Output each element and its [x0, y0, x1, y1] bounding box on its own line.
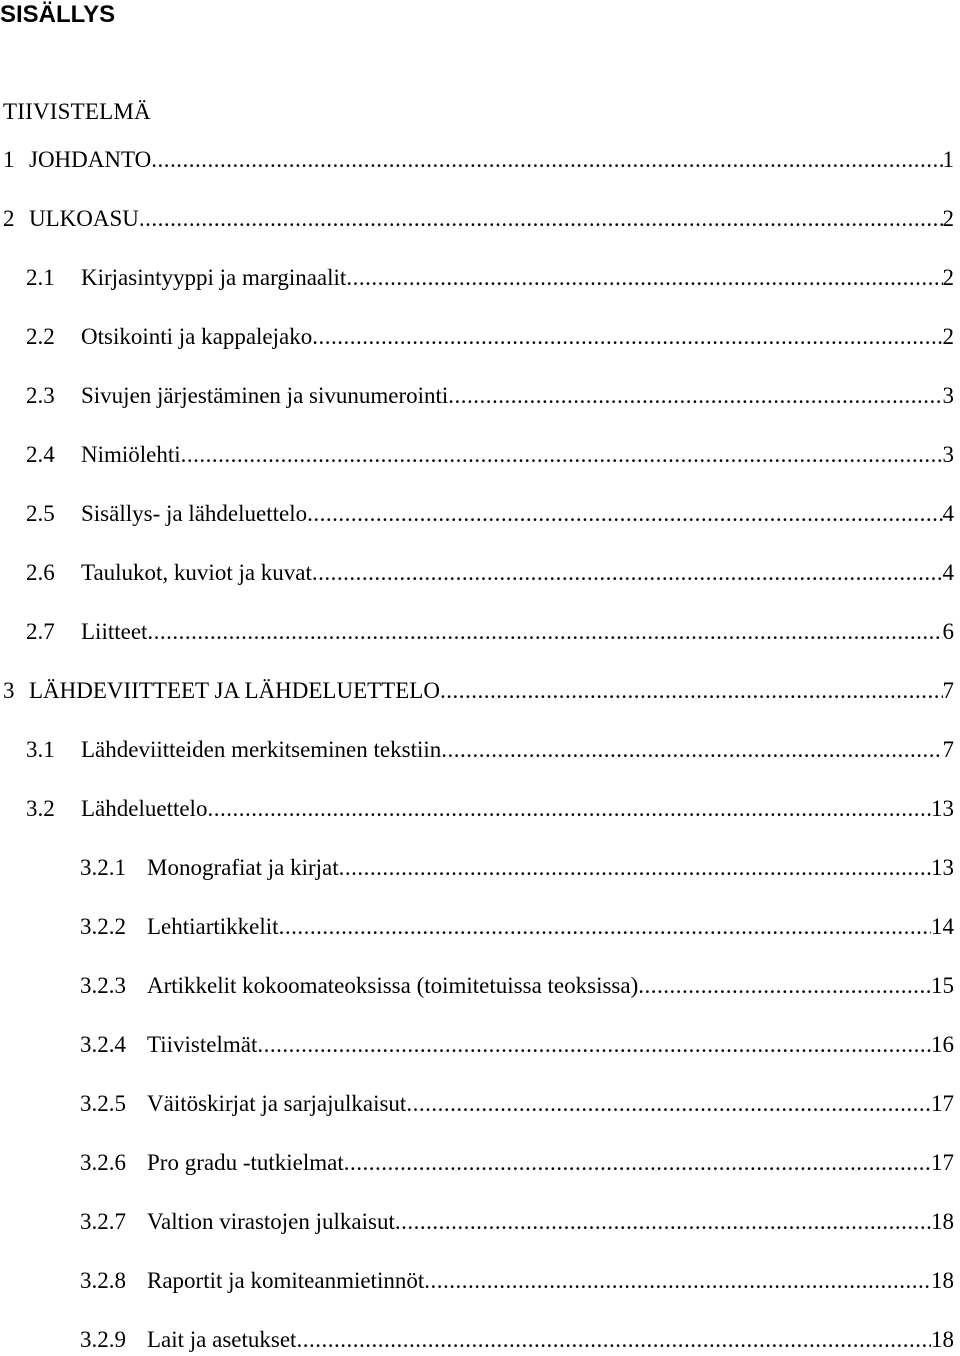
toc-entry[interactable]	[3, 144, 954, 176]
toc-entry-title: Väitöskirjat ja sarjajulkaisut	[147, 1091, 407, 1116]
toc-dot-leader	[257, 1029, 931, 1061]
toc-dot-leader	[312, 557, 943, 589]
toc-dot-leader	[395, 1206, 931, 1238]
toc-dot-leader	[638, 970, 931, 1002]
toc-entry[interactable]	[26, 793, 954, 825]
toc-entry-page-number: 16	[931, 1032, 954, 1057]
toc-entry-page-number: 15	[931, 973, 954, 998]
toc-entry-page-number: 4	[942, 501, 954, 526]
toc-entry-number: 2.7	[26, 619, 55, 644]
toc-dot-leader	[147, 616, 942, 648]
toc-entry-number: 3	[3, 678, 15, 703]
toc-entry[interactable]	[80, 1088, 954, 1120]
toc-entry-title: Valtion virastojen julkaisut	[147, 1209, 395, 1234]
toc-entry-number: 3.2.5	[80, 1091, 126, 1116]
toc-entry[interactable]	[80, 852, 954, 884]
toc-entry[interactable]	[26, 734, 954, 766]
toc-entry-title: ULKOASU	[29, 206, 139, 231]
toc-entry-page-number: 13	[931, 855, 954, 880]
toc-entry-number: 2.5	[26, 501, 55, 526]
toc-entry[interactable]	[3, 675, 954, 707]
toc-entry[interactable]	[26, 380, 954, 412]
toc-entry-title: Kirjasintyyppi ja marginaalit	[81, 265, 347, 290]
toc-entry-title: Lähdeviitteiden merkitseminen tekstiin	[81, 737, 442, 762]
toc-dot-leader	[279, 911, 931, 943]
toc-entry-page-number: 14	[931, 914, 954, 939]
toc-entry-page-number: 18	[931, 1327, 954, 1352]
toc-entry-page-number: 2	[942, 206, 954, 231]
toc-entry[interactable]	[26, 498, 954, 530]
toc-entry-page-number: 18	[931, 1268, 954, 1293]
toc-entry[interactable]	[26, 262, 954, 294]
toc-entry[interactable]	[80, 1206, 954, 1238]
toc-entry-page-number: 18	[931, 1209, 954, 1234]
toc-dot-leader	[440, 675, 943, 707]
toc-entry[interactable]	[80, 911, 954, 943]
toc-entry-number: 2.6	[26, 560, 55, 585]
toc-entry-title: Raportit ja komiteanmietinnöt	[147, 1268, 425, 1293]
toc-entry-number: 3.2.6	[80, 1150, 126, 1175]
toc-dot-leader	[139, 203, 943, 235]
toc-entry-number: 2.4	[26, 442, 55, 467]
toc-entry-number: 2.1	[26, 265, 55, 290]
toc-dot-leader	[339, 852, 931, 884]
toc-entry-number: 1	[3, 147, 15, 172]
toc-entry[interactable]	[3, 203, 954, 235]
toc-entry-title: Sivujen järjestäminen ja sivunumerointi	[81, 383, 449, 408]
abstract-entry[interactable]: TIIVISTELMÄ	[3, 99, 151, 124]
toc-entry-title: Lait ja asetukset	[147, 1327, 297, 1352]
toc-entry-page-number: 13	[931, 796, 954, 821]
toc-dot-leader	[181, 439, 943, 471]
toc-dot-leader	[207, 793, 931, 825]
toc-entry-number: 3.2.2	[80, 914, 126, 939]
toc-dot-leader	[441, 734, 942, 766]
toc-entry[interactable]	[80, 1147, 954, 1179]
toc-entry-number: 3.2.9	[80, 1327, 126, 1352]
toc-entry[interactable]	[26, 439, 954, 471]
toc-entry-page-number: 2	[942, 265, 954, 290]
toc-entry-title: Taulukot, kuviot ja kuvat	[81, 560, 312, 585]
toc-entry-number: 2	[3, 206, 15, 231]
toc-entry-title: Lehtiartikkelit	[147, 914, 279, 939]
toc-entry[interactable]	[26, 557, 954, 589]
toc-entry-title: Sisällys- ja lähdeluettelo	[81, 501, 308, 526]
toc-entry[interactable]	[26, 616, 954, 648]
toc-entry-title: Nimiölehti	[81, 442, 181, 467]
toc-entry[interactable]	[80, 970, 954, 1002]
toc-entry-title: Liitteet	[81, 619, 148, 644]
toc-entry-page-number: 3	[942, 383, 954, 408]
toc-entry-page-number: 17	[931, 1150, 954, 1175]
toc-entry[interactable]	[80, 1029, 954, 1061]
toc-entry-page-number: 6	[942, 619, 954, 644]
toc-entry-page-number: 7	[942, 737, 954, 762]
toc-entry-title: Monografiat ja kirjat	[147, 855, 339, 880]
toc-entry-page-number: 3	[942, 442, 954, 467]
toc-entry-number: 3.2.4	[80, 1032, 126, 1057]
toc-entry-page-number: 2	[942, 324, 954, 349]
toc-dot-leader	[151, 144, 942, 176]
toc-dot-leader	[344, 1147, 931, 1179]
toc-entry-page-number: 4	[942, 560, 954, 585]
toc-entry-page-number: 17	[931, 1091, 954, 1116]
toc-dot-leader	[448, 380, 942, 412]
toc-dot-leader	[346, 262, 942, 294]
toc-dot-leader	[406, 1088, 931, 1120]
toc-entry-number: 3.2.1	[80, 855, 126, 880]
toc-entry-number: 3.2.3	[80, 973, 126, 998]
toc-entry-number: 2.2	[26, 324, 55, 349]
toc-entry-title: JOHDANTO	[29, 147, 152, 172]
toc-entry-title: LÄHDEVIITTEET JA LÄHDELUETTELO	[29, 678, 440, 703]
toc-dot-leader	[296, 1324, 931, 1356]
toc-entry-title: Otsikointi ja kappalejako	[81, 324, 313, 349]
toc-entry[interactable]	[80, 1324, 954, 1356]
toc-dot-leader	[424, 1265, 931, 1297]
toc-entry-number: 3.2.8	[80, 1268, 126, 1293]
toc-entry-number: 3.2	[26, 796, 55, 821]
toc-entry-number: 3.1	[26, 737, 55, 762]
toc-entry-number: 3.2.7	[80, 1209, 126, 1234]
toc-entry-title: Artikkelit kokoomateoksissa (toimitetuissa teoksissa)	[147, 973, 639, 998]
document-heading: SISÄLLYS	[0, 1, 116, 28]
toc-dot-leader	[307, 498, 942, 530]
toc-entry-page-number: 1	[942, 147, 954, 172]
toc-entry-number: 2.3	[26, 383, 55, 408]
toc-dot-leader	[312, 321, 942, 353]
toc-entry-title: Pro gradu -tutkielmat	[147, 1150, 344, 1175]
toc-entry-page-number: 7	[942, 678, 954, 703]
toc-entry-title: Tiivistelmät	[147, 1032, 258, 1057]
toc-entry-title: Lähdeluettelo	[81, 796, 208, 821]
toc-entry[interactable]	[80, 1265, 954, 1297]
toc-entry[interactable]	[26, 321, 954, 353]
